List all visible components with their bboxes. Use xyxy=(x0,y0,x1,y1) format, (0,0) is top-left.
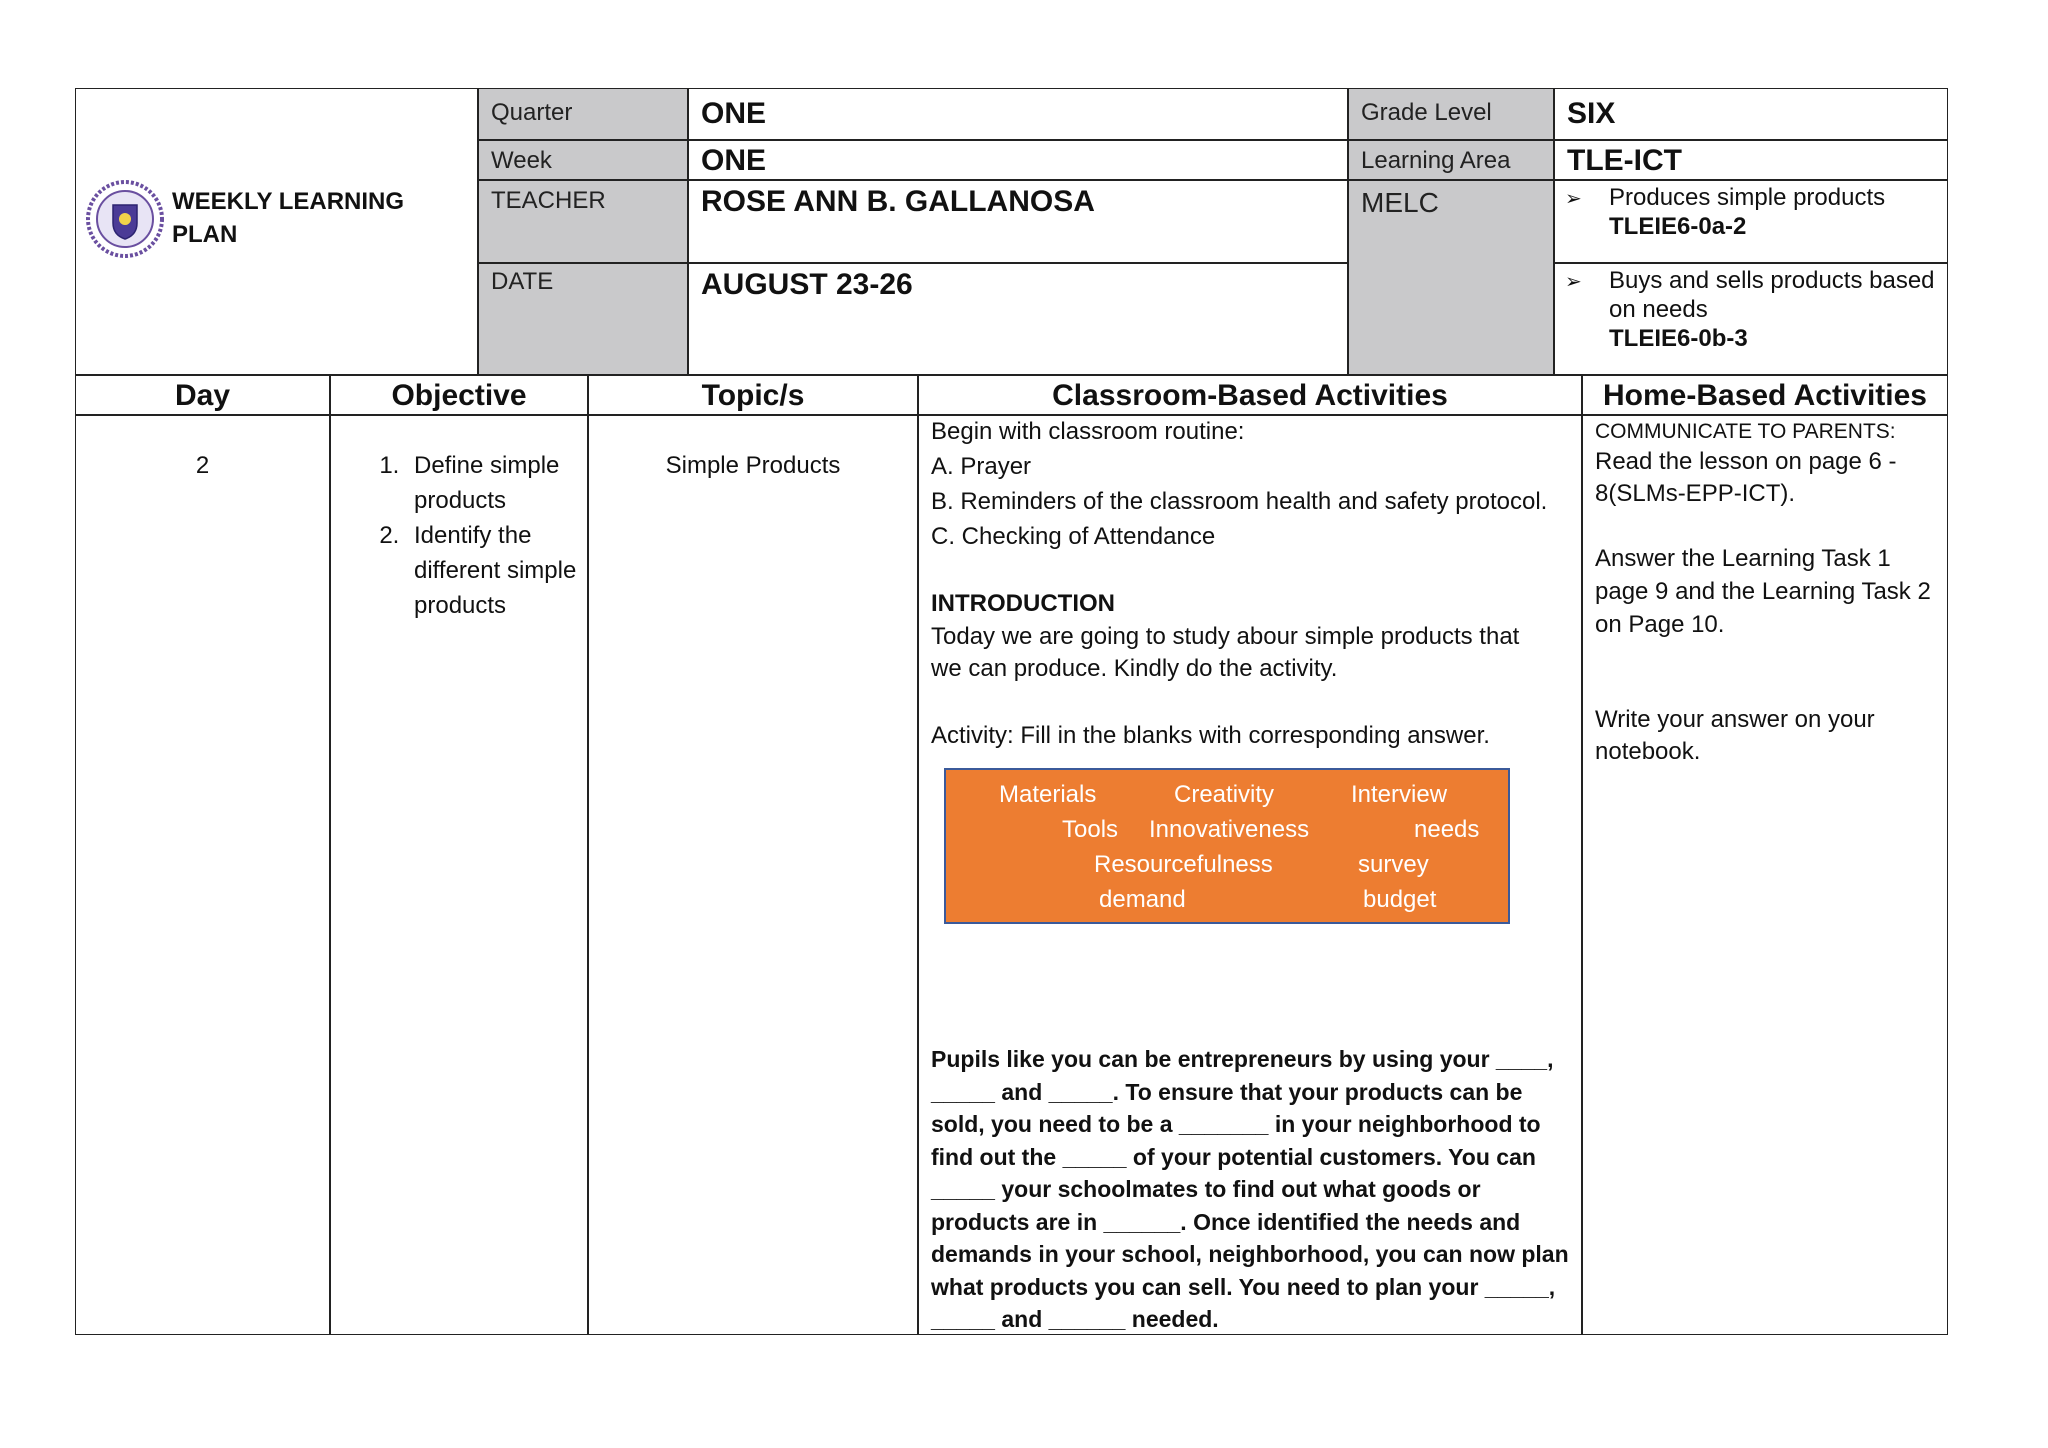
quarter-label: Quarter xyxy=(491,99,573,126)
objective-item: 2. Identify the different simple products xyxy=(406,518,587,623)
date-value: AUGUST 23-26 xyxy=(701,268,913,301)
objective-item: 1. Define simple products xyxy=(406,448,587,518)
home-write: Write your answer on your notebook. xyxy=(1595,706,1875,765)
col-header-topic: Topic/s xyxy=(588,375,918,415)
grade-label-cell xyxy=(1348,88,1554,140)
word-option: needs xyxy=(1414,816,1480,843)
date-label: DATE xyxy=(491,268,554,295)
word-option: budget xyxy=(1363,886,1437,913)
date-value-cell xyxy=(688,263,1348,375)
col-header-day: Day xyxy=(75,375,330,415)
arrow-bullet-icon: ➢ xyxy=(1565,271,1582,293)
melc-text: Buys and sells products based on needs xyxy=(1609,267,1935,323)
home-read: Read the lesson on page 6 - 8(SLMs-EPP-ICT). xyxy=(1595,448,1897,507)
teacher-value: ROSE ANN B. GALLANOSA xyxy=(701,185,1095,218)
home-cell xyxy=(1582,415,1948,1335)
col-header-classroom: Classroom-Based Activities xyxy=(918,375,1582,415)
quarter-label-cell xyxy=(478,88,688,140)
grade-value-cell xyxy=(1554,88,1948,140)
arrow-bullet-icon: ➢ xyxy=(1565,188,1582,210)
grade-label: Grade Level xyxy=(1361,99,1492,126)
activity-instruction: Activity: Fill in the blanks with corresponding answer. xyxy=(931,722,1490,749)
objective-cell xyxy=(330,415,588,1335)
area-value-cell xyxy=(1554,140,1948,180)
home-heading: COMMUNICATE TO PARENTS: xyxy=(1595,420,1896,443)
week-label-cell xyxy=(478,140,688,180)
melc-code: TLEIE6-0a-2 xyxy=(1609,213,1747,240)
col-header-home: Home-Based Activities xyxy=(1582,375,1948,415)
intro-heading: INTRODUCTION xyxy=(931,590,1115,617)
topic-value: Simple Products xyxy=(665,452,841,479)
grade-value: SIX xyxy=(1567,97,1616,130)
day-cell xyxy=(75,415,330,1335)
quarter-value: ONE xyxy=(701,97,767,130)
intro-text: Today we are going to study abour simple products that we can produce. Kindly do the activity. xyxy=(931,623,1520,682)
day-value: 2 xyxy=(195,452,210,479)
col-header-objective: Objective xyxy=(330,375,588,415)
teacher-value-cell xyxy=(688,180,1348,263)
objective-list xyxy=(331,448,587,623)
routine-intro: Begin with classroom routine: xyxy=(931,418,1245,445)
area-value: TLE-ICT xyxy=(1567,144,1682,177)
classroom-cell xyxy=(918,415,1582,1335)
melc-label: MELC xyxy=(1361,187,1439,218)
word-box xyxy=(944,768,1510,924)
quarter-value-cell xyxy=(688,88,1348,140)
melc-code: TLEIE6-0b-3 xyxy=(1609,325,1748,352)
week-value: ONE xyxy=(701,144,767,177)
fill-in-paragraph: Pupils like you can be entrepreneurs by using your ____, _____ and _____. To ensure that your products can be sold, you need to be a _______ in your neighborhood to find out the _____ of your potential customers. You can _____ your schoolmates to find out what goods or products are in ______. Once identified the needs and demands in your school, neighborhood, you can now plan what products you can sell. You need to plan your _____, _____ and ______ needed. xyxy=(931,1046,1569,1332)
word-option: Innovativeness xyxy=(1149,816,1310,843)
word-option: Resourcefulness xyxy=(1094,851,1273,878)
logo-cell xyxy=(75,88,478,375)
teacher-label: TEACHER xyxy=(491,187,606,214)
melc-item-2 xyxy=(1554,263,1948,375)
word-option: Creativity xyxy=(1174,781,1275,808)
plan-title: WEEKLY LEARNING PLAN xyxy=(172,188,405,248)
word-option: Materials xyxy=(999,781,1097,808)
melc-label-cell xyxy=(1348,180,1554,375)
week-value-cell xyxy=(688,140,1348,180)
word-option: survey xyxy=(1358,851,1429,878)
teacher-label-cell xyxy=(478,180,688,263)
melc-item-1 xyxy=(1554,180,1948,263)
melc-text: Produces simple products xyxy=(1609,184,1886,211)
word-option: Tools xyxy=(1062,816,1119,843)
deped-seal-icon xyxy=(85,179,165,259)
home-answer: Answer the Learning Task 1 page 9 and the Learning Task 2 on Page 10. xyxy=(1595,545,1931,638)
routine-item: B. Reminders of the classroom health and safety protocol. xyxy=(931,488,1548,515)
word-option: Interview xyxy=(1351,781,1448,808)
word-option: demand xyxy=(1099,886,1186,913)
area-label: Learning Area xyxy=(1361,147,1511,174)
week-label: Week xyxy=(491,147,552,174)
date-label-cell xyxy=(478,263,688,375)
area-label-cell xyxy=(1348,140,1554,180)
routine-item: C. Checking of Attendance xyxy=(931,523,1216,550)
routine-item: A. Prayer xyxy=(931,453,1032,480)
topic-cell xyxy=(588,415,918,1335)
